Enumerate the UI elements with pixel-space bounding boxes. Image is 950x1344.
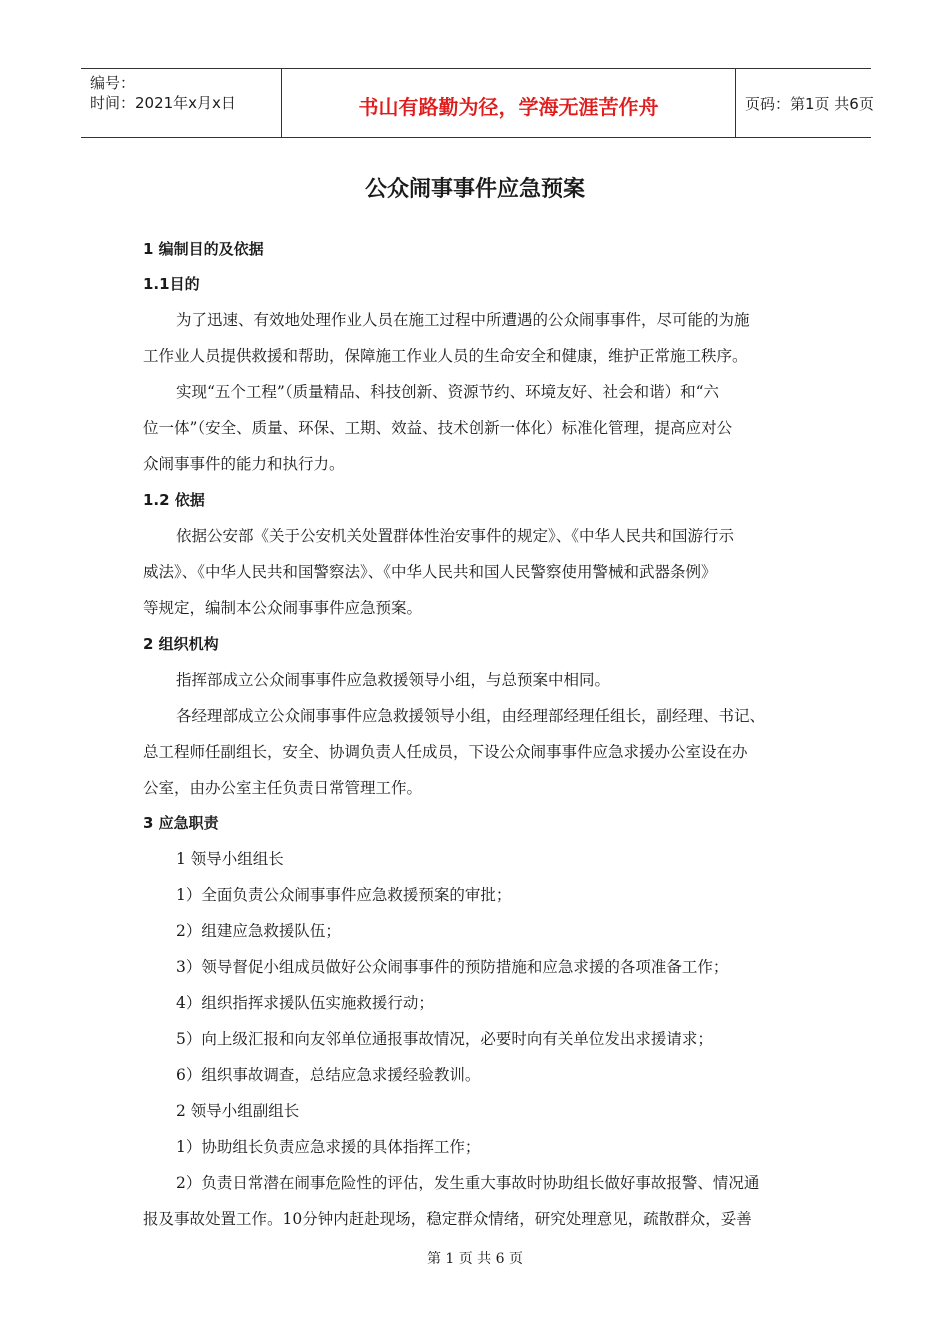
page-header bbox=[81, 68, 874, 138]
list-item: 2 领导小组副组长 bbox=[176, 1102, 300, 1120]
section-1-heading: 1 编制目的及依据 bbox=[143, 240, 264, 258]
paragraph-line: 为了迅速、有效地处理作业人员在施工过程中所遭遇的公众闹事事件，尽可能的为施 bbox=[176, 311, 750, 329]
list-item: 5）向上级汇报和向友邻单位通报事故情况，必要时向有关单位发出求援请求； bbox=[176, 1030, 713, 1048]
list-item: 2）负责日常潜在闹事危险性的评估，发生重大事故时协助组长做好事故报警、情况通 bbox=[176, 1174, 760, 1192]
document-date-label: 时间：2021年x月x日 bbox=[90, 94, 236, 112]
page-footer: 第 1 页 共 6 页 bbox=[426, 1251, 524, 1267]
section-1-1-heading: 1.1目的 bbox=[143, 275, 200, 293]
paragraph-line: 等规定，编制本公众闹事事件应急预案。 bbox=[143, 599, 423, 617]
section-1-2-heading: 1.2 依据 bbox=[143, 491, 205, 509]
list-item: 1）全面负责公众闹事事件应急救援预案的审批； bbox=[176, 886, 512, 904]
list-item: 1）协助组长负责应急求援的具体指挥工作； bbox=[176, 1138, 481, 1156]
paragraph-line: 各经理部成立公众闹事事件应急救援领导小组，由经理部经理任组长，副经理、书记、 bbox=[176, 707, 766, 725]
list-item: 3）领导督促小组成员做好公众闹事事件的预防措施和应急求援的各项准备工作； bbox=[176, 958, 729, 976]
paragraph-line: 报及事故处置工作。10分钟内赶赴现场，稳定群众情绪，研究处理意见，疏散群众，妥善 bbox=[143, 1210, 752, 1228]
header-page-cell bbox=[735, 69, 874, 137]
header-motto: 书山有路勤为径，学海无涯苦作舟 bbox=[358, 95, 659, 119]
section-2-heading: 2 组织机构 bbox=[143, 635, 219, 653]
paragraph-line: 威法》、《中华人民共和国警察法》、《中华人民共和国人民警察使用警械和武器条例》 bbox=[143, 563, 717, 581]
document-title: 公众闹事事件应急预案 bbox=[364, 177, 585, 202]
header-motto-cell bbox=[281, 69, 736, 137]
paragraph-line: 依据公安部《关于公安机关处置群体性治安事件的规定》、《中华人民共和国游行示 bbox=[176, 527, 735, 545]
paragraph-line: 众闹事事件的能力和执行力。 bbox=[143, 455, 345, 473]
document-number-label: 编号： bbox=[90, 74, 136, 92]
paragraph-line: 位一体”（安全、质量、环保、工期、效益、技术创新一体化）标准化管理，提高应对公 bbox=[143, 419, 733, 437]
paragraph-line: 指挥部成立公众闹事事件应急救援领导小组，与总预案中相同。 bbox=[176, 671, 611, 689]
header-page-info: 页码：第1页 共6页 bbox=[745, 95, 874, 113]
list-item: 2）组建应急救援队伍； bbox=[176, 922, 341, 940]
header-info-cell bbox=[81, 69, 281, 137]
paragraph-line: 公室，由办公室主任负责日常管理工作。 bbox=[143, 779, 423, 797]
paragraph-line: 实现“五个工程”（质量精品、科技创新、资源节约、环境友好、社会和谐）和“六 bbox=[176, 383, 720, 401]
paragraph-line: 工作业人员提供救援和帮助，保障施工作业人员的生命安全和健康，维护正常施工秩序。 bbox=[143, 347, 748, 365]
section-3-heading: 3 应急职责 bbox=[143, 814, 219, 832]
list-item: 6）组织事故调查，总结应急求援经验教训。 bbox=[176, 1066, 481, 1084]
paragraph-line: 总工程师任副组长，安全、协调负责人任成员，下设公众闹事事件应急求援办公室设在办 bbox=[143, 743, 748, 761]
list-item: 1 领导小组组长 bbox=[176, 850, 284, 868]
list-item: 4）组织指挥求援队伍实施救援行动； bbox=[176, 994, 434, 1012]
